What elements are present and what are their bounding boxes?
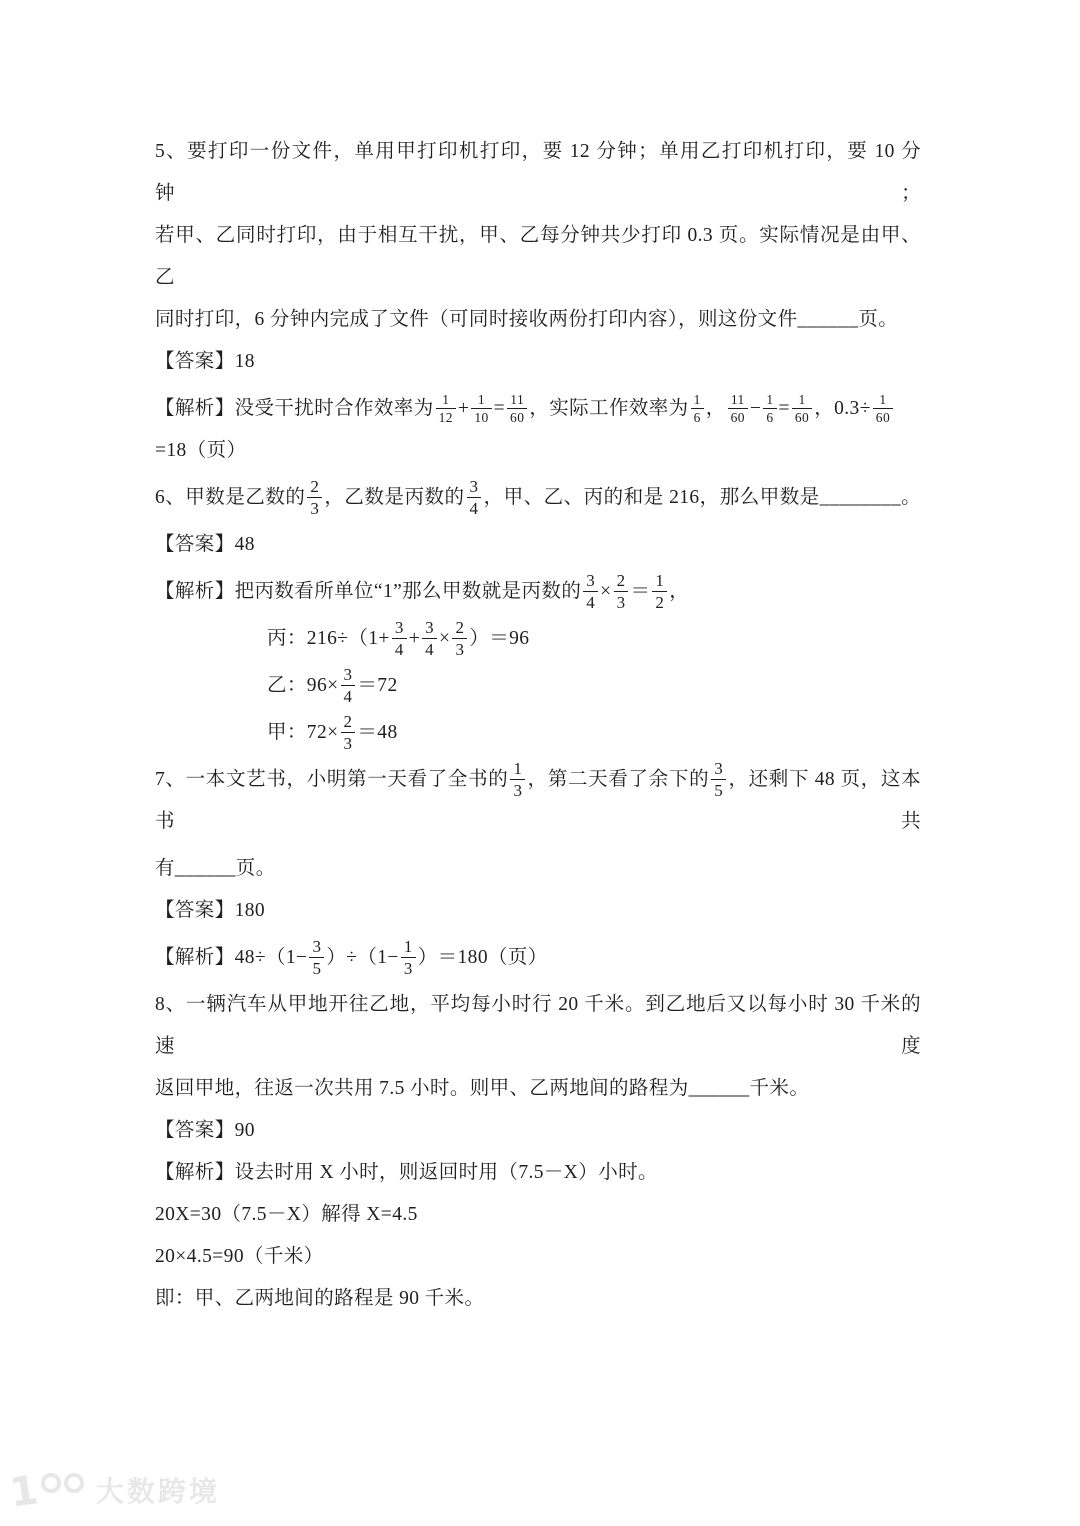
fraction: $\frac{1}{3}$ — [510, 759, 525, 800]
q7-line-1: 7、一本文艺书，小明第一天看了全书的 $\frac{1}{3}$ ，第二天看了余下的 $\frac{3}{5}$ ，还剩下 48 页，这本书共 — [155, 759, 922, 833]
fraction: $\frac{3}{4}$ — [583, 571, 598, 612]
fraction: $\frac{1}{60}$ — [873, 392, 893, 426]
fraction: $\frac{1}{6}$ — [691, 392, 704, 426]
answer-5: 【答案】18 — [155, 351, 255, 372]
doc-lines — [155, 131, 921, 1320]
fraction: $\frac{3}{4}$ — [392, 618, 407, 659]
q6-line: 6、甲数是乙数的 $\frac{2}{3}$ ，乙数是丙数的 $\frac{3}{4}$ ，甲、乙、丙的和是 216，那么甲数是________。 — [155, 477, 922, 519]
equation-jia: 甲：72× $\frac{2}{3}$ ＝48 — [267, 712, 398, 754]
q5-line-1: 5、要打印一份文件，单用甲打印机打印，要 12 分钟；单用乙打印机打印，要 10 分钟； — [155, 141, 921, 204]
fraction: $\frac{1}{2}$ — [652, 571, 667, 612]
fraction: $\frac{1}{60}$ — [792, 392, 812, 426]
analysis-6-line-1: 【解析】把丙数看所单位“1”那么甲数就是丙数的 $\frac{3}{4}$ × $\frac{2}{3}$ ＝ $\frac{1}{2}$ ， — [155, 571, 690, 613]
fraction: $\frac{3}{4}$ — [422, 618, 437, 659]
fraction: $\frac{3}{4}$ — [341, 665, 356, 706]
brand-logo-icon — [6, 1467, 84, 1517]
answer-6: 【答案】48 — [155, 534, 255, 556]
fraction: $\frac{11}{60}$ — [507, 392, 527, 426]
fraction: $\frac{2}{3}$ — [307, 477, 322, 518]
fraction: $\frac{11}{60}$ — [728, 392, 748, 426]
analysis-8-line-1: 【解析】设去时用 X 小时，则返回时用（7.5－X）小时。 — [155, 1162, 658, 1184]
brand-name: 大数跨境 — [95, 1475, 220, 1508]
fraction: $\frac{1}{10}$ — [471, 392, 491, 426]
analysis-8-conclusion: 即：甲、乙两地间的路程是 90 千米。 — [155, 1288, 485, 1310]
fraction: $\frac{3}{5}$ — [711, 759, 726, 800]
answer-7: 【答案】180 — [155, 900, 266, 922]
logo-numeral: 1 — [6, 1467, 41, 1517]
q8-line-2: 返回甲地，往返一次共用 7.5 小时。则甲、乙两地间的路程为______千米。 — [155, 1078, 810, 1100]
q7-line-2: 有______页。 — [155, 858, 276, 880]
equation-yi: 乙：96× $\frac{3}{4}$ ＝72 — [267, 665, 398, 707]
analysis-8-equation-1: 20X=30（7.5－X）解得 X=4.5 — [155, 1204, 418, 1226]
fraction: $\frac{1}{12}$ — [436, 392, 456, 426]
fraction: $\frac{2}{3}$ — [341, 712, 356, 753]
q8-line-1: 8、一辆汽车从甲地开往乙地，平均每小时行 20 千米。到乙地后又以每小时 30 千米的速度 — [155, 994, 921, 1058]
fraction: $\frac{1}{6}$ — [763, 392, 776, 426]
fraction: $\frac{2}{3}$ — [452, 618, 467, 659]
analysis-8-equation-2: 20×4.5=90（千米） — [155, 1246, 324, 1268]
answer-8: 【答案】90 — [155, 1120, 255, 1142]
watermark — [6, 1466, 220, 1518]
q5-line-2: 若甲、乙同时打印，由于相互干扰，甲、乙每分钟共少打印 0.3 页。实际情况是由甲、乙 — [155, 225, 921, 288]
fraction: $\frac{1}{3}$ — [401, 937, 416, 978]
analysis-5: 【解析】没受干扰时合作效率为 $\frac{1}{12}$ + $\frac{1}{10}$ = $\frac{11}{60}$ ，实际工作效率为 $\frac{1}{6}$ ， $\frac{11}{60}$ − $\frac{1}{6}$ = $\frac{1}{60}$ ，0.3÷ $\frac{1}{60}$ =18（页） — [155, 388, 921, 472]
q5-line-3: 同时打印，6 分钟内完成了文件（可同时接收两份打印内容），则这份文件______页。 — [155, 309, 899, 330]
fraction: $\frac{3}{4}$ — [467, 477, 482, 518]
fraction: $\frac{3}{5}$ — [309, 937, 324, 978]
fraction: $\frac{2}{3}$ — [614, 571, 629, 612]
logo-ring-icon — [41, 1473, 61, 1493]
equation-bing: 丙：216÷（1+ $\frac{3}{4}$ + $\frac{3}{4}$ × $\frac{2}{3}$ ）＝96 — [267, 618, 530, 660]
analysis-7: 【解析】48÷（1− $\frac{3}{5}$ ）÷（1− $\frac{1}{3}$ ）＝180（页） — [155, 937, 548, 979]
logo-ring-icon — [64, 1473, 84, 1493]
